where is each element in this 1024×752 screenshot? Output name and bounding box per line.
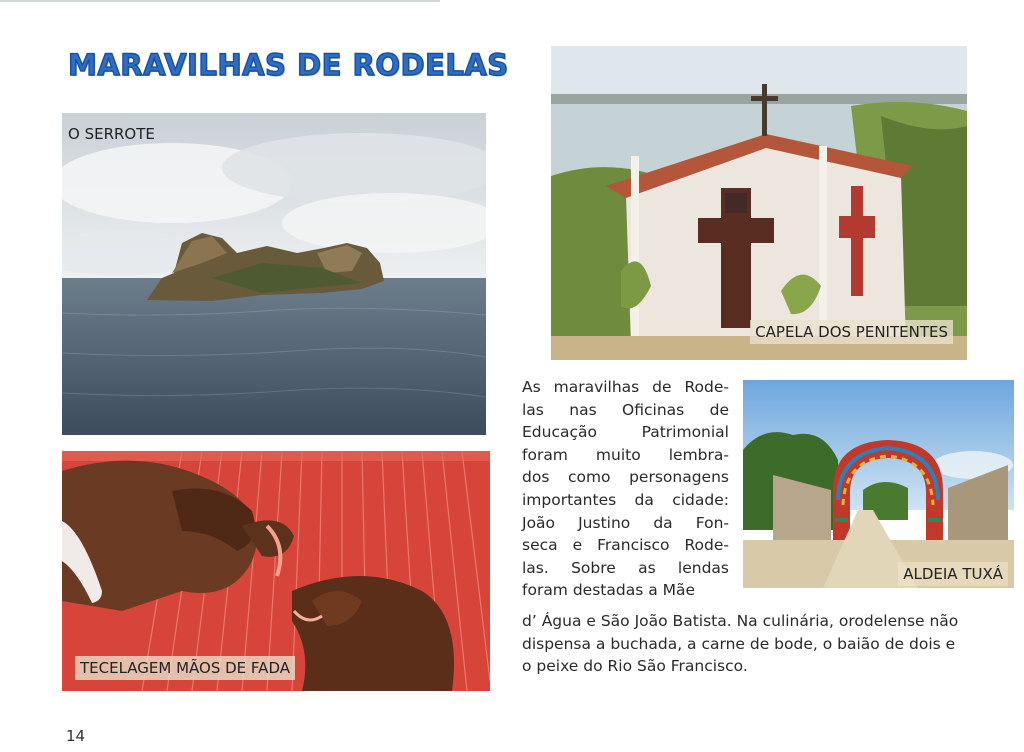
- body-line: importantes da cidade:: [522, 490, 729, 509]
- body-text-narrow: [522, 376, 729, 602]
- body-line: o peixe do Rio São Francisco.: [522, 657, 748, 676]
- body-line: las nas Oficinas de: [522, 400, 729, 419]
- serrote-caption: O SERROTE: [68, 125, 155, 143]
- page-title: MARAVILHAS DE RODELAS: [68, 48, 509, 82]
- page-number: 14: [66, 727, 86, 745]
- capela-photo: [551, 46, 967, 360]
- body-line: João Justino da Fon-: [522, 513, 729, 532]
- body-line: seca e Francisco Rode-: [522, 536, 729, 555]
- body-text-wide: [522, 610, 1017, 678]
- body-line: dos como personagens: [522, 468, 729, 487]
- tecelagem-photo: [62, 451, 490, 691]
- aldeia-image: [743, 380, 1014, 588]
- body-line: Educação Patrimonial: [522, 423, 729, 442]
- serrote-image: [62, 113, 486, 435]
- body-line: las. Sobre as lendas: [522, 558, 729, 577]
- body-line: As maravilhas de Rode-: [522, 378, 729, 396]
- tecelagem-image: [62, 451, 490, 691]
- body-line: foram muito lembra-: [522, 445, 729, 464]
- top-rule: [0, 0, 440, 2]
- body-line: d’ Água e São João Batista. Na culinária, orodelense não: [522, 612, 959, 630]
- aldeia-photo: [743, 380, 1014, 588]
- capela-image: [551, 46, 967, 360]
- body-line: dispensa a buchada, a carne de bode, o baião de dois e: [522, 634, 956, 653]
- body-line: foram destadas a Mãe: [522, 581, 696, 600]
- serrote-photo: [62, 113, 486, 435]
- capela-caption: CAPELA DOS PENITENTES: [750, 320, 953, 344]
- tecelagem-caption: TECELAGEM MÃOS DE FADA: [75, 656, 295, 680]
- aldeia-caption: ALDEIA TUXÁ: [898, 562, 1008, 586]
